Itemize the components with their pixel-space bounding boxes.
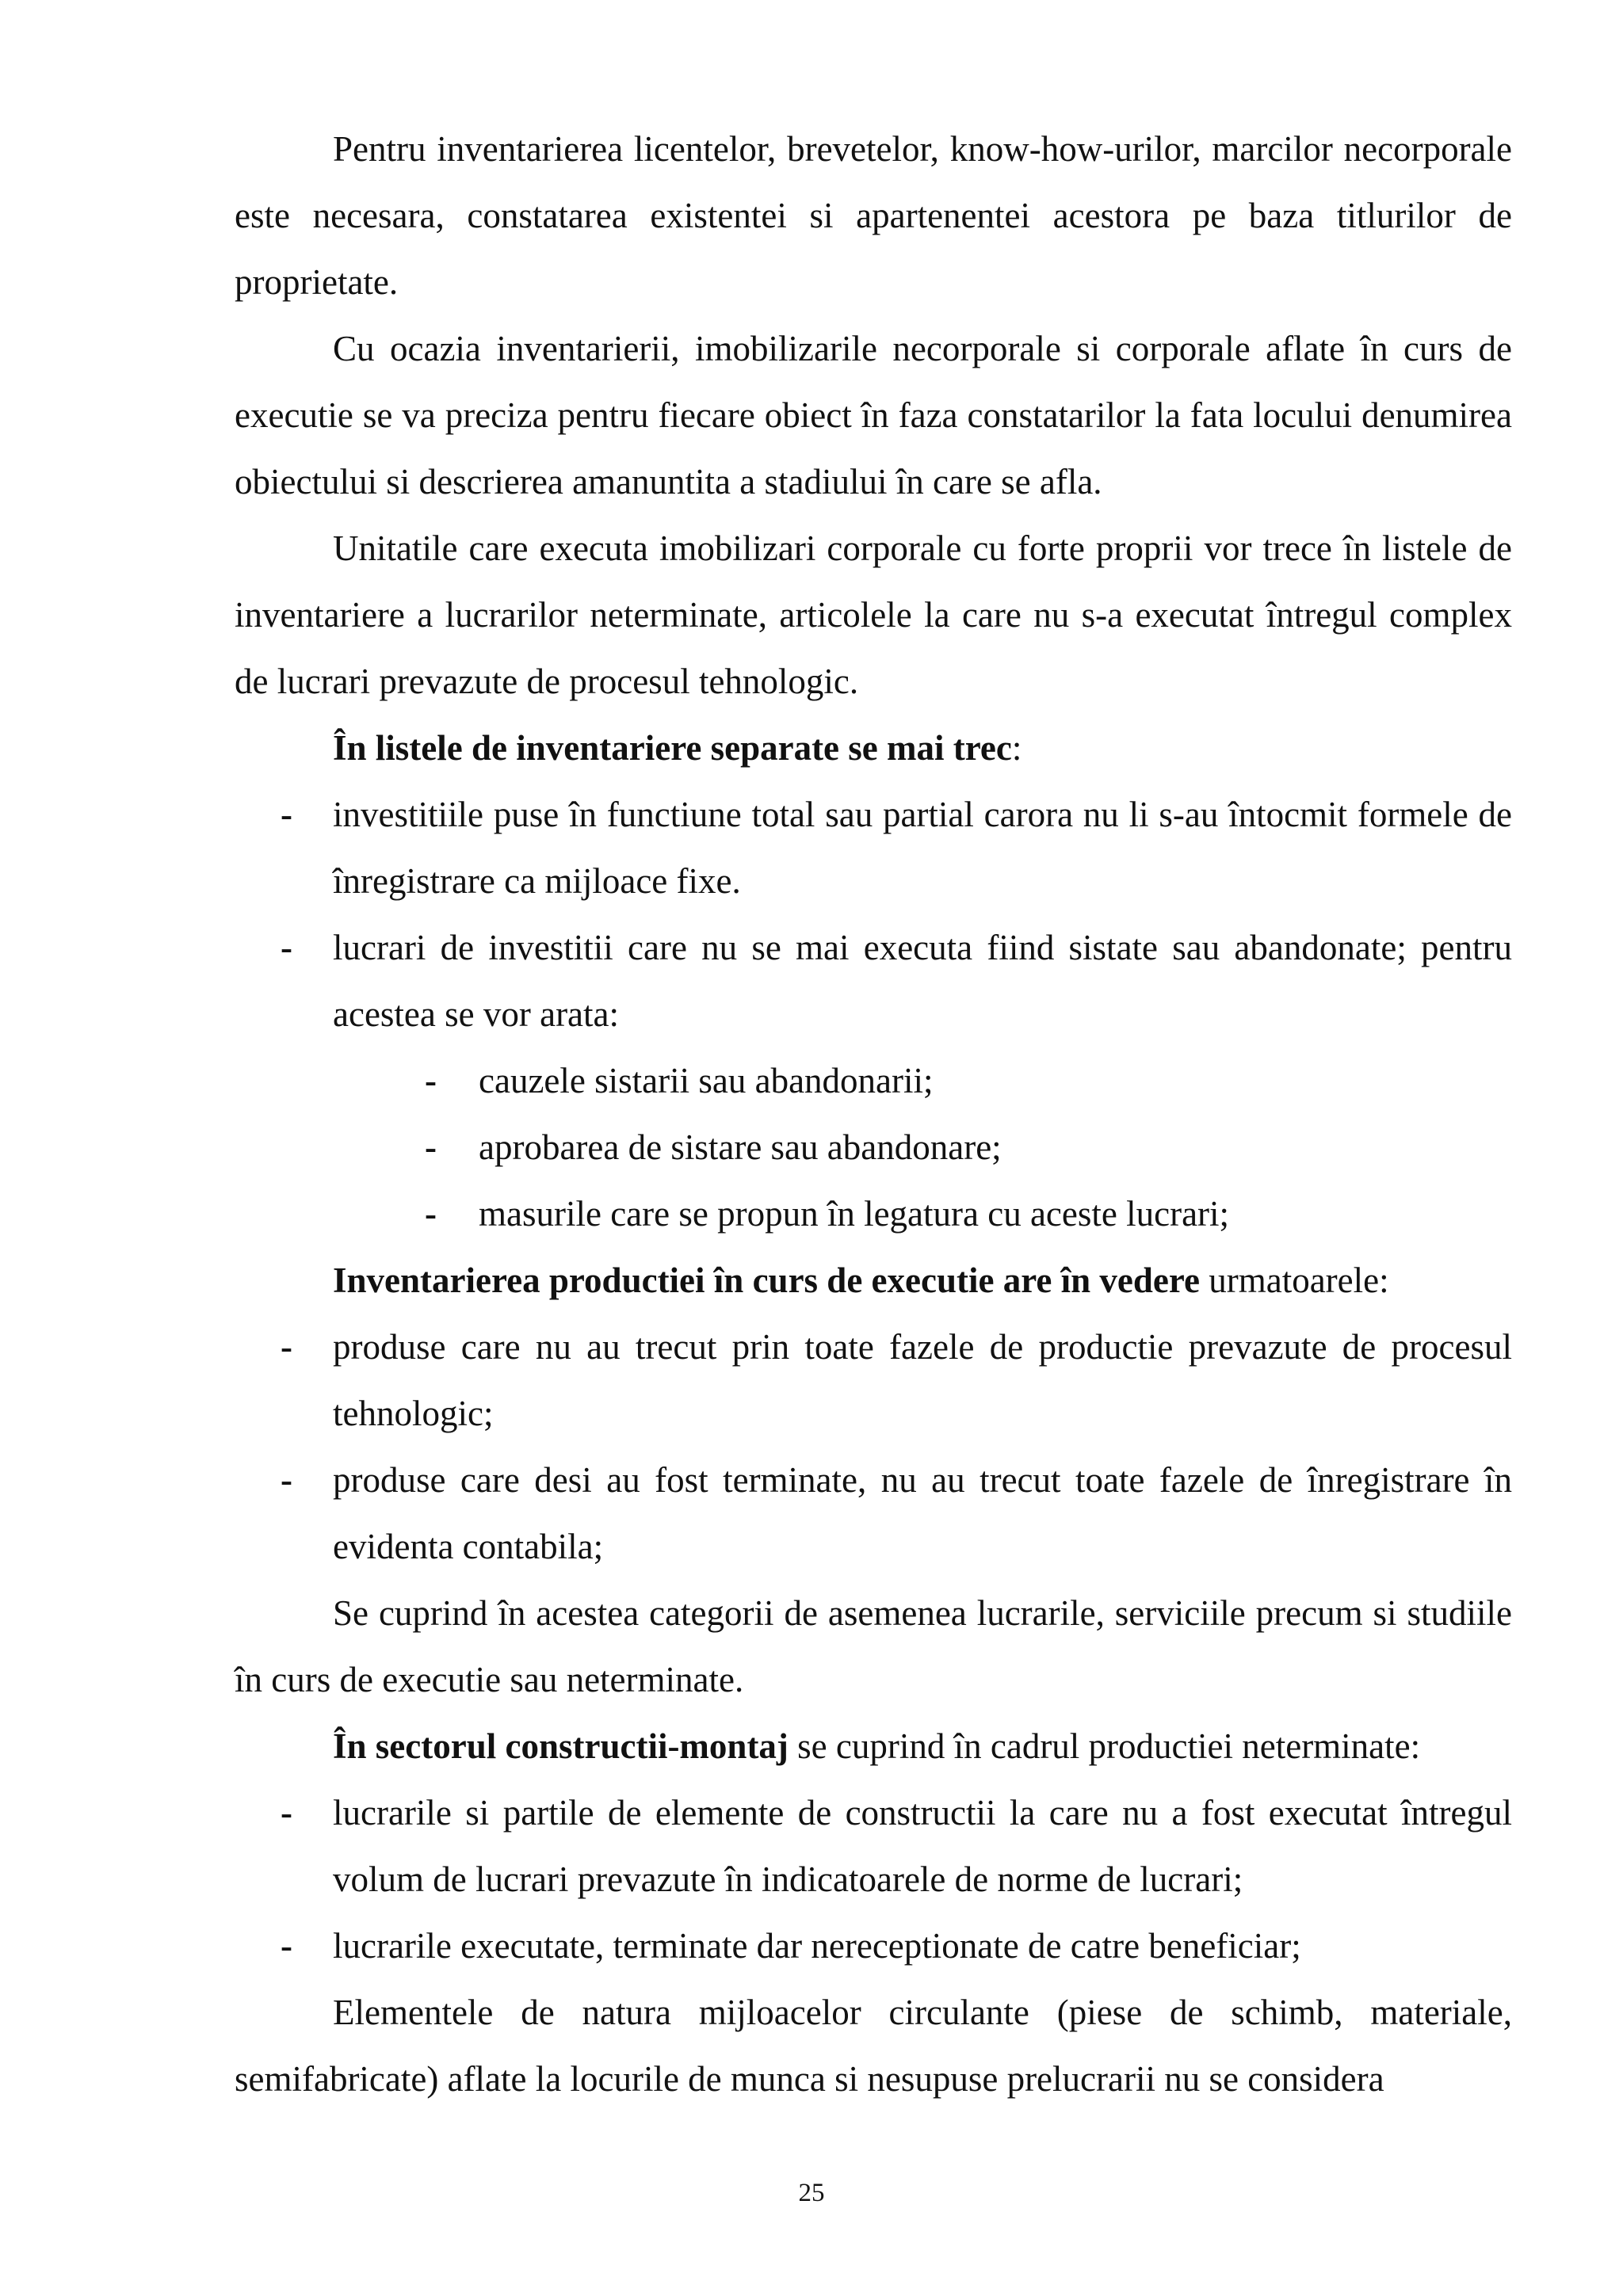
page-body [235,116,1512,2112]
list-item-text: lucrarile executate, terminate dar nereceptionate de catre beneficiar; [333,1926,1301,1966]
sublist-item-text: aprobarea de sistare sau abandonare; [479,1127,1002,1167]
page-number: 25 [798,2179,825,2207]
paragraph-mijloace-circulante: Elementele de natura mijloacelor circulante (piese de schimb, materiale, semifabricate) aflate la locurile de munca si nesupuse prelucrarii nu se considera [235,1993,1512,2099]
dash-bullet: - [281,1793,292,1833]
heading-constructii-montaj-bold: În sectorul constructii-montaj [333,1726,789,1766]
heading-constructii-montaj-rest: se cuprind în cadrul productiei neterminate: [788,1726,1421,1766]
heading-liste-separate-bold: În listele de inventariere separate se mai trec [333,728,1012,768]
sublist-item [235,1114,1512,1180]
paragraph-imobilizari-curs: Cu ocazia inventarierii, imobilizarile necorporale si corporale aflate în curs de executie se va preciza pentru fiecare obiect în faza constatarilor la fata locului denumirea obiectului si descrierea amanuntita a stadiului în care se afla. [235,329,1512,502]
heading-productie-curs-bold: Inventarierea productiei în curs de executie are în vedere [333,1261,1200,1300]
list-item-text: produse care nu au trecut prin toate fazele de productie prevazute de procesul tehnologic; [333,1327,1512,1433]
heading-productie-curs-rest: urmatoarele: [1199,1261,1389,1300]
heading-liste-separate-rest: : [1011,728,1022,768]
list-item-text: investitiile puse în functiune total sau partial carora nu li s-au întocmit formele de înregistrare ca mijloace fixe. [333,795,1512,901]
list-item-text: produse care desi au fost terminate, nu au trecut toate fazele de înregistrare în evidenta contabila; [333,1460,1512,1566]
list-item [235,1779,1512,1913]
heading-liste-separate [235,715,1512,781]
heading-constructii-montaj [235,1713,1512,1779]
list-item [235,781,1512,914]
list-item [235,914,1512,1047]
dash-bullet: - [425,1194,437,1234]
dash-bullet: - [425,1127,437,1167]
sublist-item [235,1047,1512,1114]
sublist-item-text: cauzele sistarii sau abandonarii; [479,1061,934,1100]
list-item [235,1447,1512,1580]
dash-bullet: - [281,928,292,967]
list-item-text: lucrari de investitii care nu se mai executa fiind sistate sau abandonate; pentru acestea se vor arata: [333,928,1512,1034]
dash-bullet: - [281,1327,292,1367]
dash-bullet: - [425,1061,437,1100]
paragraph-licente: Pentru inventarierea licentelor, brevetelor, know-how-urilor, marcilor necorporale este necesara, constatarea existentei si apartenentei acestora pe baza titlurilor de proprietate. [235,129,1512,302]
paragraph-lucrari-neterminate: Unitatile care executa imobilizari corporale cu forte proprii vor trece în listele de inventariere a lucrarilor neterminate, articolele la care nu s-a executat întregul complex de lucrari prevazute de procesul tehnologic. [235,528,1512,701]
dash-bullet: - [281,795,292,834]
list-item [235,1314,1512,1447]
list-item [235,1913,1512,1979]
sublist-item [235,1180,1512,1247]
paragraph-categorii: Se cuprind în acestea categorii de asemenea lucrarile, serviciile precum si studiile în curs de executie sau neterminate. [235,1593,1512,1699]
dash-bullet: - [281,1926,292,1966]
heading-productie-curs [235,1247,1512,1314]
list-item-text: lucrarile si partile de elemente de constructii la care nu a fost executat întregul volum de lucrari prevazute în indicatoarele de norme de lucrari; [333,1793,1512,1899]
dash-bullet: - [281,1460,292,1500]
sublist-item-text: masurile care se propun în legatura cu aceste lucrari; [479,1194,1230,1234]
